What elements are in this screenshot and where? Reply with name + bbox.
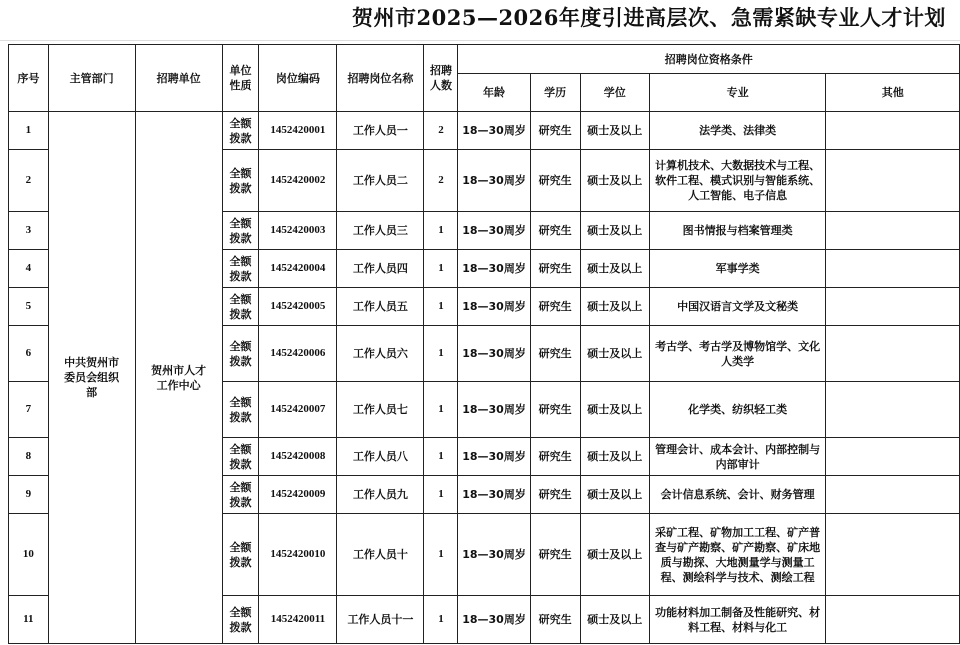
cell-degree: 硕士及以上: [580, 288, 649, 326]
cell-other: [826, 212, 960, 250]
cell-other: [826, 112, 960, 150]
cell-dept: 中共贺州市委员会组织部: [48, 112, 135, 644]
cell-age: 18—30周岁: [458, 112, 530, 150]
header-unit: 招聘单位: [135, 45, 222, 112]
cell-other: [826, 382, 960, 438]
cell-nature: 全额拨款: [222, 150, 259, 212]
cell-count: 1: [424, 476, 458, 514]
cell-seq: 3: [9, 212, 49, 250]
cell-major: 图书情报与档案管理类: [649, 212, 826, 250]
cell-post: 工作人员五: [337, 288, 424, 326]
cell-major: 会计信息系统、会计、财务管理: [649, 476, 826, 514]
cell-degree: 硕士及以上: [580, 382, 649, 438]
cell-count: 1: [424, 514, 458, 596]
cell-major: 功能材料加工制备及性能研究、材料工程、材料与化工: [649, 596, 826, 644]
cell-age: 18—30周岁: [458, 288, 530, 326]
cell-seq: 8: [9, 438, 49, 476]
cell-major: 考古学、考古学及博物馆学、文化人类学: [649, 326, 826, 382]
cell-seq: 9: [9, 476, 49, 514]
cell-age: 18—30周岁: [458, 150, 530, 212]
cell-degree: 硕士及以上: [580, 476, 649, 514]
cell-count: 2: [424, 150, 458, 212]
cell-post: 工作人员一: [337, 112, 424, 150]
header-nature: 单位性质: [222, 45, 259, 112]
header-dept: 主管部门: [48, 45, 135, 112]
cell-seq: 1: [9, 112, 49, 150]
cell-code: 1452420007: [259, 382, 337, 438]
cell-other: [826, 596, 960, 644]
cell-post: 工作人员十: [337, 514, 424, 596]
cell-education: 研究生: [530, 288, 580, 326]
cell-degree: 硕士及以上: [580, 112, 649, 150]
recruitment-table: [8, 44, 960, 644]
header-age: 年龄: [458, 74, 530, 112]
header-degree: 学位: [580, 74, 649, 112]
cell-education: 研究生: [530, 438, 580, 476]
cell-degree: 硕士及以上: [580, 250, 649, 288]
cell-degree: 硕士及以上: [580, 514, 649, 596]
cell-education: 研究生: [530, 112, 580, 150]
cell-seq: 4: [9, 250, 49, 288]
document-title: 贺州市2025—2026年度引进高层次、急需紧缺专业人才计划: [352, 5, 946, 30]
cell-post: 工作人员九: [337, 476, 424, 514]
cell-major: 中国汉语言文学及文秘类: [649, 288, 826, 326]
cell-count: 1: [424, 382, 458, 438]
cell-major: 计算机技术、大数据技术与工程、软件工程、模式识别与智能系统、人工智能、电子信息: [649, 150, 826, 212]
cell-age: 18—30周岁: [458, 514, 530, 596]
cell-count: 1: [424, 250, 458, 288]
cell-age: 18—30周岁: [458, 382, 530, 438]
cell-seq: 10: [9, 514, 49, 596]
header-count: 招聘人数: [424, 45, 458, 112]
cell-nature: 全额拨款: [222, 250, 259, 288]
cell-nature: 全额拨款: [222, 438, 259, 476]
cell-other: [826, 150, 960, 212]
cell-nature: 全额拨款: [222, 288, 259, 326]
cell-other: [826, 514, 960, 596]
cell-age: 18—30周岁: [458, 596, 530, 644]
table-body: [9, 112, 960, 644]
cell-age: 18—30周岁: [458, 476, 530, 514]
cell-code: 1452420004: [259, 250, 337, 288]
cell-major: 管理会计、成本会计、内部控制与内部审计: [649, 438, 826, 476]
cell-other: [826, 476, 960, 514]
header-post: 招聘岗位名称: [337, 45, 424, 112]
cell-code: 1452420011: [259, 596, 337, 644]
cell-nature: 全额拨款: [222, 382, 259, 438]
cell-nature: 全额拨款: [222, 112, 259, 150]
header-code: 岗位编码: [259, 45, 337, 112]
cell-major: 法学类、法律类: [649, 112, 826, 150]
cell-seq: 5: [9, 288, 49, 326]
cell-major: 采矿工程、矿物加工工程、矿产普查与矿产勘察、矿产勘察、矿床地质与勘探、大地测量学与测量工程、测绘科学与技术、测绘工程: [649, 514, 826, 596]
cell-nature: 全额拨款: [222, 326, 259, 382]
cell-degree: 硕士及以上: [580, 326, 649, 382]
cell-education: 研究生: [530, 212, 580, 250]
cell-post: 工作人员四: [337, 250, 424, 288]
cell-code: 1452420001: [259, 112, 337, 150]
header-education: 学历: [530, 74, 580, 112]
cell-education: 研究生: [530, 326, 580, 382]
table-row: [9, 112, 960, 150]
cell-seq: 2: [9, 150, 49, 212]
title-divider: [0, 40, 960, 41]
cell-nature: 全额拨款: [222, 596, 259, 644]
cell-education: 研究生: [530, 150, 580, 212]
cell-code: 1452420009: [259, 476, 337, 514]
cell-seq: 6: [9, 326, 49, 382]
cell-education: 研究生: [530, 250, 580, 288]
cell-degree: 硕士及以上: [580, 212, 649, 250]
cell-other: [826, 438, 960, 476]
cell-post: 工作人员六: [337, 326, 424, 382]
cell-post: 工作人员十一: [337, 596, 424, 644]
cell-age: 18—30周岁: [458, 250, 530, 288]
cell-code: 1452420003: [259, 212, 337, 250]
cell-degree: 硕士及以上: [580, 438, 649, 476]
cell-degree: 硕士及以上: [580, 596, 649, 644]
cell-nature: 全额拨款: [222, 476, 259, 514]
cell-education: 研究生: [530, 476, 580, 514]
cell-education: 研究生: [530, 514, 580, 596]
cell-education: 研究生: [530, 382, 580, 438]
cell-code: 1452420008: [259, 438, 337, 476]
cell-unit: 贺州市人才工作中心: [135, 112, 222, 644]
cell-count: 1: [424, 326, 458, 382]
cell-count: 1: [424, 596, 458, 644]
header-major: 专业: [649, 74, 826, 112]
cell-other: [826, 288, 960, 326]
cell-age: 18—30周岁: [458, 326, 530, 382]
cell-code: 1452420005: [259, 288, 337, 326]
cell-post: 工作人员三: [337, 212, 424, 250]
header-qualifications: 招聘岗位资格条件: [458, 45, 960, 74]
cell-age: 18—30周岁: [458, 212, 530, 250]
cell-age: 18—30周岁: [458, 438, 530, 476]
cell-major: 化学类、纺织轻工类: [649, 382, 826, 438]
cell-code: 1452420006: [259, 326, 337, 382]
cell-code: 1452420002: [259, 150, 337, 212]
cell-seq: 7: [9, 382, 49, 438]
header-seq: 序号: [9, 45, 49, 112]
cell-count: 1: [424, 288, 458, 326]
cell-count: 2: [424, 112, 458, 150]
cell-post: 工作人员八: [337, 438, 424, 476]
cell-major: 军事学类: [649, 250, 826, 288]
cell-code: 1452420010: [259, 514, 337, 596]
cell-nature: 全额拨款: [222, 212, 259, 250]
cell-degree: 硕士及以上: [580, 150, 649, 212]
cell-nature: 全额拨款: [222, 514, 259, 596]
cell-education: 研究生: [530, 596, 580, 644]
header-other: 其他: [826, 74, 960, 112]
cell-count: 1: [424, 438, 458, 476]
cell-other: [826, 326, 960, 382]
cell-post: 工作人员二: [337, 150, 424, 212]
cell-seq: 11: [9, 596, 49, 644]
cell-post: 工作人员七: [337, 382, 424, 438]
cell-other: [826, 250, 960, 288]
cell-count: 1: [424, 212, 458, 250]
